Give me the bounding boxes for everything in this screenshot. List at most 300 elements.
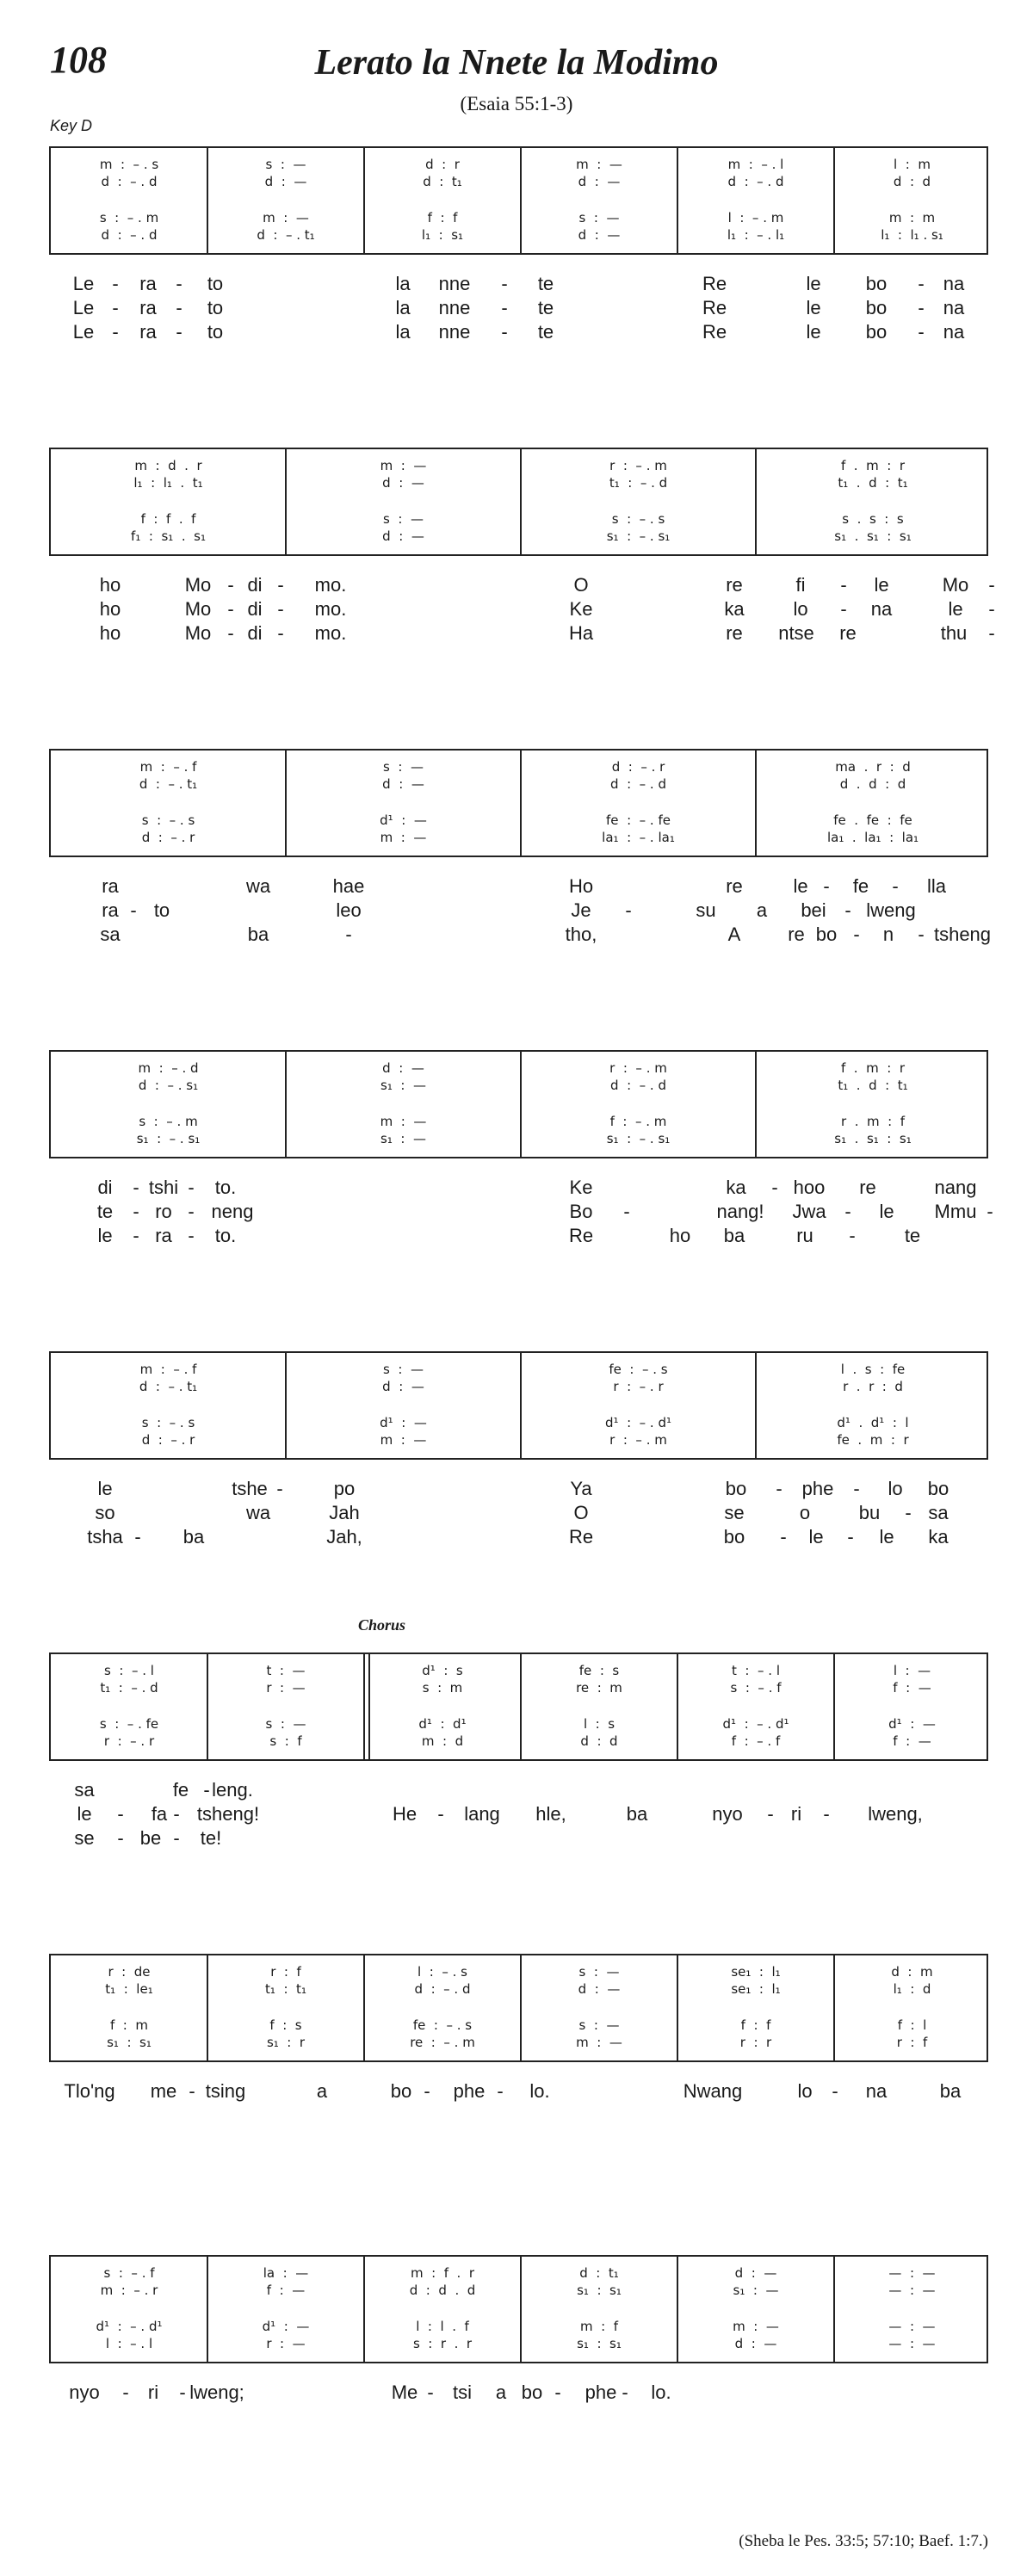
voice-row xyxy=(51,1733,987,1749)
lyric-syllable: nne xyxy=(438,297,471,318)
lyric-syllable: - xyxy=(188,1225,195,1246)
solfa-cell: s : – . m xyxy=(139,1114,198,1129)
lyric-syllable: - xyxy=(554,2381,561,2403)
lyric-syllable: - xyxy=(173,1827,180,1849)
lyric-syllable: te xyxy=(904,1225,921,1246)
solfa-cell: d : – . t₁ xyxy=(139,776,198,792)
lyric-syllable: - xyxy=(840,574,847,596)
solfa-cell: s : — xyxy=(578,1964,620,1980)
lyric-syllable: sa xyxy=(928,1502,949,1523)
solfa-cell: d : — xyxy=(382,1060,424,1076)
lyric-syllable: re xyxy=(859,1177,876,1198)
solfa-cell: l₁ : – . l₁ xyxy=(727,227,785,243)
lyric-syllable: - xyxy=(623,1201,630,1222)
solfa-cell: s : – . m xyxy=(99,210,159,225)
lyric-syllable: ra xyxy=(102,875,119,897)
lyric-syllable: Le xyxy=(72,297,95,318)
solfa-cell: d : – . d xyxy=(414,1981,471,1997)
voice-row xyxy=(51,227,987,243)
lyric-syllable: lweng; xyxy=(189,2381,244,2403)
lyric-line xyxy=(0,320,1033,344)
solfa-cell: s : r . r xyxy=(412,2336,473,2351)
solfa-cell: se₁ : l₁ xyxy=(731,1964,781,1980)
lyric-syllable: te xyxy=(96,1201,114,1222)
lyric-syllable: thu xyxy=(940,622,968,644)
solfa-cell: f : f . f xyxy=(140,511,196,527)
solfa-cell: s : f xyxy=(269,1733,302,1749)
lyric-line xyxy=(0,1826,1033,1850)
solfa-cell: t₁ : – . d xyxy=(100,1680,158,1696)
solfa-cell: s : — xyxy=(383,511,424,527)
lyric-syllable: phe xyxy=(585,2381,617,2403)
lyrics-block xyxy=(0,1477,1033,1549)
solfa-cell: — : — xyxy=(888,2283,936,2298)
lyric-syllable: lo xyxy=(793,598,808,620)
solfa-cell: s₁ : – . s₁ xyxy=(606,1131,671,1146)
solfa-cell: f : f xyxy=(740,2017,771,2033)
lyric-syllable: se xyxy=(724,1502,745,1523)
lyric-syllable: nne xyxy=(438,273,471,294)
solfa-cell: m : – . l xyxy=(727,157,784,172)
lyric-syllable: - xyxy=(823,1803,830,1825)
lyric-syllable: na xyxy=(943,297,965,318)
lyric-syllable: Ha xyxy=(568,622,594,644)
lyric-syllable: - xyxy=(227,622,234,644)
scripture-reference: (Esaia 55:1-3) xyxy=(460,93,573,114)
lyric-syllable: nyo xyxy=(69,2381,100,2403)
lyric-syllable: He xyxy=(392,1803,418,1825)
lyric-syllable: tshe xyxy=(232,1478,268,1499)
hymn-title: Lerato la Nnete la Modimo xyxy=(314,43,719,83)
voice-row xyxy=(51,1432,987,1448)
lyric-syllable: - xyxy=(179,2381,186,2403)
chorus-label: Chorus xyxy=(358,1616,406,1634)
lyric-syllable: Re xyxy=(702,273,727,294)
lyric-syllable: - xyxy=(918,273,925,294)
lyric-line xyxy=(0,1200,1033,1224)
lyric-syllable: to. xyxy=(214,1177,237,1198)
solfa-cell: ma . r : d xyxy=(835,759,911,775)
voice-row xyxy=(51,528,987,544)
solfa-cell: f . m : r xyxy=(840,458,906,473)
solfa-cell: l : – . m xyxy=(727,210,784,225)
hymn-number: 108 xyxy=(50,39,107,81)
solfa-cell: l₁ : l₁ . s₁ xyxy=(881,227,943,243)
lyric-syllable: ba xyxy=(723,1225,745,1246)
solfa-cell: d¹ : – . d¹ xyxy=(722,1716,789,1732)
lyric-syllable: - xyxy=(501,273,508,294)
solfa-cell: r : f xyxy=(896,2035,928,2050)
lyric-syllable: le xyxy=(948,598,963,620)
solfa-cell: d : — xyxy=(382,1379,424,1394)
solfa-cell: t₁ . d : t₁ xyxy=(838,1078,908,1093)
lyric-syllable: mo. xyxy=(314,598,347,620)
lyric-syllable: tsha xyxy=(87,1526,123,1547)
lyric-syllable: lla xyxy=(926,875,947,897)
solfa-cell: t : — xyxy=(266,1663,306,1678)
lyric-syllable: le xyxy=(97,1478,113,1499)
solfa-cell: s : m xyxy=(422,1680,463,1696)
lyric-syllable: te xyxy=(537,273,554,294)
lyric-syllable: nang xyxy=(934,1177,977,1198)
lyric-syllable: po xyxy=(333,1478,356,1499)
solfa-cell: m : — xyxy=(733,2319,779,2334)
solfa-cell: d : t₁ xyxy=(579,2265,619,2281)
lyric-line xyxy=(0,272,1033,296)
lyric-syllable: re xyxy=(839,622,857,644)
solfa-cell: d¹ : s xyxy=(422,1663,463,1678)
lyric-syllable: la xyxy=(395,321,411,343)
lyric-syllable: - xyxy=(987,1201,993,1222)
solfa-cell: m : – . d xyxy=(138,1060,199,1076)
lyric-syllable: - xyxy=(227,574,234,596)
lyric-syllable: ho xyxy=(99,622,121,644)
solfa-cell: s : – . l xyxy=(104,1663,154,1678)
solfa-cell: s₁ . s₁ : s₁ xyxy=(834,1131,912,1146)
lyric-syllable: o xyxy=(799,1502,811,1523)
solfa-cell: d : – . t₁ xyxy=(257,227,315,243)
lyric-syllable: tsheng xyxy=(933,924,992,945)
voice-row xyxy=(51,210,987,225)
solfa-cell: — : — xyxy=(888,2319,936,2334)
voice-row xyxy=(51,1981,987,1997)
lyrics-block xyxy=(0,2079,1033,2152)
lyric-syllable: - xyxy=(918,297,925,318)
voice-row xyxy=(51,812,987,828)
lyric-syllable: leng. xyxy=(212,1779,253,1801)
lyric-syllable: - xyxy=(176,297,182,318)
solfa-cell: d : – . s₁ xyxy=(138,1078,199,1093)
lyric-syllable: - xyxy=(276,1478,283,1499)
lyric-syllable: Le xyxy=(72,321,95,343)
lyric-syllable: lweng xyxy=(866,899,916,921)
solfa-cell: fe : – . s xyxy=(412,2017,473,2033)
lyric-syllable: le xyxy=(808,1526,824,1547)
solfa-cell: f : — xyxy=(266,2283,306,2298)
lyric-syllable: - xyxy=(767,1803,774,1825)
lyric-syllable: - xyxy=(918,321,925,343)
solfa-cell: d : — xyxy=(264,174,307,189)
voice-row xyxy=(51,1680,987,1696)
solfa-cell: d : m xyxy=(891,1964,933,1980)
voice-row xyxy=(51,830,987,845)
lyric-syllable: - xyxy=(188,1201,195,1222)
solfa-cell: d : d xyxy=(580,1733,618,1749)
lyric-syllable: - xyxy=(117,1803,124,1825)
solfa-cell: re : – . m xyxy=(410,2035,475,2050)
lyric-syllable: - xyxy=(622,2381,628,2403)
lyric-syllable: nang! xyxy=(716,1201,764,1222)
lyric-syllable: le xyxy=(874,574,889,596)
voice-row xyxy=(51,1415,987,1430)
solfa-cell: r : de xyxy=(108,1964,151,1980)
solfa-cell: r : — xyxy=(266,1680,306,1696)
lyric-syllable: - xyxy=(112,297,119,318)
music-system xyxy=(49,1351,988,1460)
voice-row xyxy=(51,759,987,775)
lyric-syllable: - xyxy=(844,899,851,921)
lyric-syllable: - xyxy=(277,622,284,644)
lyric-syllable: - xyxy=(203,1779,210,1801)
lyric-syllable: ho xyxy=(669,1225,691,1246)
solfa-cell: m : – . f xyxy=(139,1362,197,1377)
solfa-cell: s : — xyxy=(383,1362,424,1377)
solfa-cell: fe : – . fe xyxy=(606,812,671,828)
voice-row xyxy=(51,2265,987,2281)
lyric-syllable: tsheng! xyxy=(196,1803,260,1825)
voice-row xyxy=(51,2035,987,2050)
solfa-cell: s : — xyxy=(578,210,620,225)
solfa-cell: d : – . t₁ xyxy=(139,1379,198,1394)
lyric-syllable: bei xyxy=(801,899,826,921)
lyric-syllable: ka xyxy=(726,1177,746,1198)
lyric-syllable: O xyxy=(573,1502,589,1523)
lyric-syllable: - xyxy=(771,1177,778,1198)
lyric-syllable: ho xyxy=(99,598,121,620)
lyrics-block xyxy=(0,874,1033,947)
solfa-cell: f : s xyxy=(269,2017,302,2033)
lyric-syllable: - xyxy=(112,321,119,343)
lyric-syllable: hae xyxy=(332,875,365,897)
lyric-syllable: so xyxy=(95,1502,115,1523)
lyric-syllable: le xyxy=(879,1201,894,1222)
lyric-syllable: - xyxy=(847,1526,854,1547)
lyric-syllable: ro xyxy=(155,1201,172,1222)
lyric-line xyxy=(0,923,1033,947)
lyrics-block xyxy=(0,1176,1033,1248)
lyric-syllable: bo xyxy=(815,924,838,945)
solfa-cell: s₁ : s₁ xyxy=(577,2283,622,2298)
lyric-syllable: Re xyxy=(568,1526,594,1547)
lyric-syllable: re xyxy=(726,622,743,644)
lyric-syllable: na xyxy=(865,2080,888,2102)
lyric-syllable: fe xyxy=(172,1779,189,1801)
lyrics-block xyxy=(0,2381,1033,2453)
solfa-cell: d : d . d xyxy=(409,2283,476,2298)
lyric-syllable: - xyxy=(188,1177,195,1198)
solfa-cell: fe . fe : fe xyxy=(833,812,912,828)
lyric-line xyxy=(0,597,1033,621)
lyric-syllable: - xyxy=(780,1526,787,1547)
solfa-cell: d¹ : — xyxy=(262,2319,310,2334)
lyric-syllable: - xyxy=(497,2080,504,2102)
solfa-cell: m : d xyxy=(421,1733,464,1749)
lyric-syllable: - xyxy=(988,574,995,596)
voice-row xyxy=(51,1362,987,1377)
lyric-syllable: ba xyxy=(182,1526,205,1547)
solfa-cell: fe . m : r xyxy=(837,1432,909,1448)
lyric-syllable: O xyxy=(573,574,589,596)
solfa-cell: s : – . s xyxy=(141,1415,195,1430)
lyric-syllable: le xyxy=(77,1803,92,1825)
voice-row xyxy=(51,511,987,527)
lyric-syllable: - xyxy=(501,321,508,343)
lyric-syllable: hle, xyxy=(535,1803,566,1825)
voice-row xyxy=(51,475,987,491)
solfa-cell: r : r xyxy=(739,2035,772,2050)
solfa-cell: d¹ : d¹ xyxy=(418,1716,467,1732)
solfa-cell: f : m xyxy=(109,2017,149,2033)
lyric-syllable: Jah, xyxy=(326,1526,362,1547)
lyric-syllable: di xyxy=(247,598,263,620)
lyric-syllable: re xyxy=(726,875,743,897)
lyric-syllable: Jah xyxy=(329,1502,360,1523)
lyric-syllable: ru xyxy=(796,1225,813,1246)
solfa-cell: l₁ : s₁ xyxy=(421,227,464,243)
solfa-cell: r : — xyxy=(266,2336,306,2351)
solfa-cell: m : — xyxy=(380,1432,427,1448)
solfa-cell: m : — xyxy=(263,210,309,225)
music-system xyxy=(49,448,988,556)
solfa-cell: d : — xyxy=(578,1981,621,1997)
solfa-cell: m : – . s xyxy=(99,157,159,172)
lyric-syllable: lo xyxy=(797,2080,813,2102)
solfa-cell: l₁ : l₁ . t₁ xyxy=(133,475,203,491)
lyric-syllable: Bo xyxy=(569,1201,593,1222)
lyric-syllable: - xyxy=(776,1478,782,1499)
lyric-syllable: - xyxy=(892,875,899,897)
lyric-syllable: - xyxy=(173,1803,180,1825)
solfa-cell: s : — xyxy=(383,759,424,775)
solfa-cell: r . r : d xyxy=(843,1379,903,1394)
solfa-cell: m : m xyxy=(888,210,936,225)
solfa-cell: d : – . d xyxy=(101,227,158,243)
lyric-syllable: lo. xyxy=(651,2381,671,2403)
solfa-cell: f : l xyxy=(897,2017,927,2033)
lyric-syllable: wa xyxy=(245,875,271,897)
solfa-cell: l : — xyxy=(893,1663,931,1678)
solfa-cell: t₁ : – . d xyxy=(609,475,668,491)
lyric-syllable: - xyxy=(345,924,352,945)
solfa-cell: s₁ : — xyxy=(380,1131,426,1146)
solfa-cell: d¹ : – . d¹ xyxy=(605,1415,671,1430)
voice-row xyxy=(51,174,987,189)
lyric-syllable: fa xyxy=(151,1803,168,1825)
solfa-cell: t₁ . d : t₁ xyxy=(838,475,908,491)
music-system xyxy=(49,2255,988,2363)
solfa-cell: se₁ : l₁ xyxy=(731,1981,781,1997)
solfa-cell: f : — xyxy=(893,1733,931,1749)
lyric-syllable: di xyxy=(97,1177,113,1198)
lyric-syllable: - xyxy=(189,2080,195,2102)
lyric-line xyxy=(0,2079,1033,2103)
voice-row xyxy=(51,1663,987,1678)
solfa-cell: d : d xyxy=(893,174,931,189)
lyric-line xyxy=(0,1802,1033,1826)
solfa-cell: s : — xyxy=(578,2017,620,2033)
lyric-syllable: - xyxy=(832,2080,838,2102)
solfa-cell: m : — xyxy=(380,1114,427,1129)
lyric-syllable: Re xyxy=(702,321,727,343)
lyric-syllable: le xyxy=(879,1526,894,1547)
lyric-syllable: - xyxy=(122,2381,129,2403)
solfa-cell: fe : s xyxy=(578,1663,620,1678)
solfa-cell: d¹ : — xyxy=(380,812,427,828)
solfa-cell: d : – . d xyxy=(101,174,158,189)
solfa-cell: s : – . s xyxy=(141,812,195,828)
lyric-syllable: lo xyxy=(888,1478,903,1499)
lyric-syllable: lang xyxy=(464,1803,500,1825)
solfa-cell: s : — xyxy=(265,1716,306,1732)
lyric-syllable: Mo xyxy=(184,574,212,596)
lyric-syllable: le xyxy=(806,321,821,343)
lyric-syllable: - xyxy=(134,1526,141,1547)
lyric-syllable: - xyxy=(277,598,284,620)
solfa-cell: s₁ : — xyxy=(380,1078,426,1093)
voice-row xyxy=(51,458,987,473)
lyric-syllable: nne xyxy=(438,321,471,343)
lyric-syllable: Me xyxy=(391,2381,418,2403)
lyric-syllable: to xyxy=(207,273,224,294)
lyric-syllable: se xyxy=(74,1827,95,1849)
solfa-cell: d : — xyxy=(382,776,424,792)
lyric-syllable: bo xyxy=(865,273,888,294)
lyric-syllable: Mo xyxy=(184,622,212,644)
solfa-cell: d : – . r xyxy=(611,759,665,775)
solfa-cell: s . s : s xyxy=(842,511,904,527)
lyric-syllable: Le xyxy=(72,273,95,294)
lyric-syllable: le xyxy=(97,1225,113,1246)
solfa-cell: s₁ : — xyxy=(733,2283,779,2298)
lyric-syllable: Ho xyxy=(568,875,594,897)
lyric-syllable: - xyxy=(823,875,830,897)
lyric-line xyxy=(0,1477,1033,1501)
lyric-syllable: - xyxy=(277,574,284,596)
lyric-syllable: bo xyxy=(723,1526,745,1547)
solfa-cell: d : – . d xyxy=(610,776,666,792)
lyric-syllable: Tlo'ng xyxy=(64,2080,115,2102)
solfa-cell: s₁ : s₁ xyxy=(107,2035,152,2050)
voice-row xyxy=(51,1114,987,1129)
lyric-syllable: na xyxy=(943,321,965,343)
lyric-syllable: - xyxy=(130,899,137,921)
solfa-cell: r : – . m xyxy=(609,458,667,473)
solfa-cell: m : f xyxy=(579,2319,619,2334)
lyric-syllable: lo. xyxy=(529,2080,550,2102)
lyric-syllable: su xyxy=(696,899,716,921)
lyric-syllable: te xyxy=(537,297,554,318)
solfa-cell: f : – . m xyxy=(609,1114,667,1129)
voice-row xyxy=(51,2017,987,2033)
solfa-cell: d : t₁ xyxy=(423,174,462,189)
lyric-syllable: to xyxy=(207,321,224,343)
lyric-syllable: - xyxy=(133,1225,139,1246)
lyric-syllable: Jwa xyxy=(792,1201,826,1222)
solfa-cell: l . s : fe xyxy=(840,1362,906,1377)
solfa-cell: — : — xyxy=(888,2336,936,2351)
lyric-syllable: na xyxy=(943,273,965,294)
lyrics-block xyxy=(0,272,1033,344)
lyric-syllable: phe xyxy=(453,2080,486,2102)
voice-row xyxy=(51,2319,987,2334)
solfa-cell: m : – . r xyxy=(100,2283,158,2298)
lyric-syllable: - xyxy=(844,1201,851,1222)
solfa-cell: m : — xyxy=(576,157,622,172)
solfa-cell: d : – . r xyxy=(141,830,195,845)
lyric-syllable: - xyxy=(133,1177,139,1198)
lyric-syllable: - xyxy=(625,899,632,921)
solfa-cell: s₁ . s₁ : s₁ xyxy=(834,528,912,544)
lyric-syllable: phe xyxy=(801,1478,834,1499)
lyric-syllable: - xyxy=(853,924,860,945)
music-system xyxy=(49,749,988,857)
lyric-syllable: fe xyxy=(852,875,869,897)
lyric-syllable: lweng, xyxy=(868,1803,923,1825)
lyric-line xyxy=(0,2381,1033,2405)
lyric-syllable: ba xyxy=(939,2080,962,2102)
lyric-syllable: na xyxy=(870,598,893,620)
lyric-syllable: Mmu xyxy=(934,1201,977,1222)
